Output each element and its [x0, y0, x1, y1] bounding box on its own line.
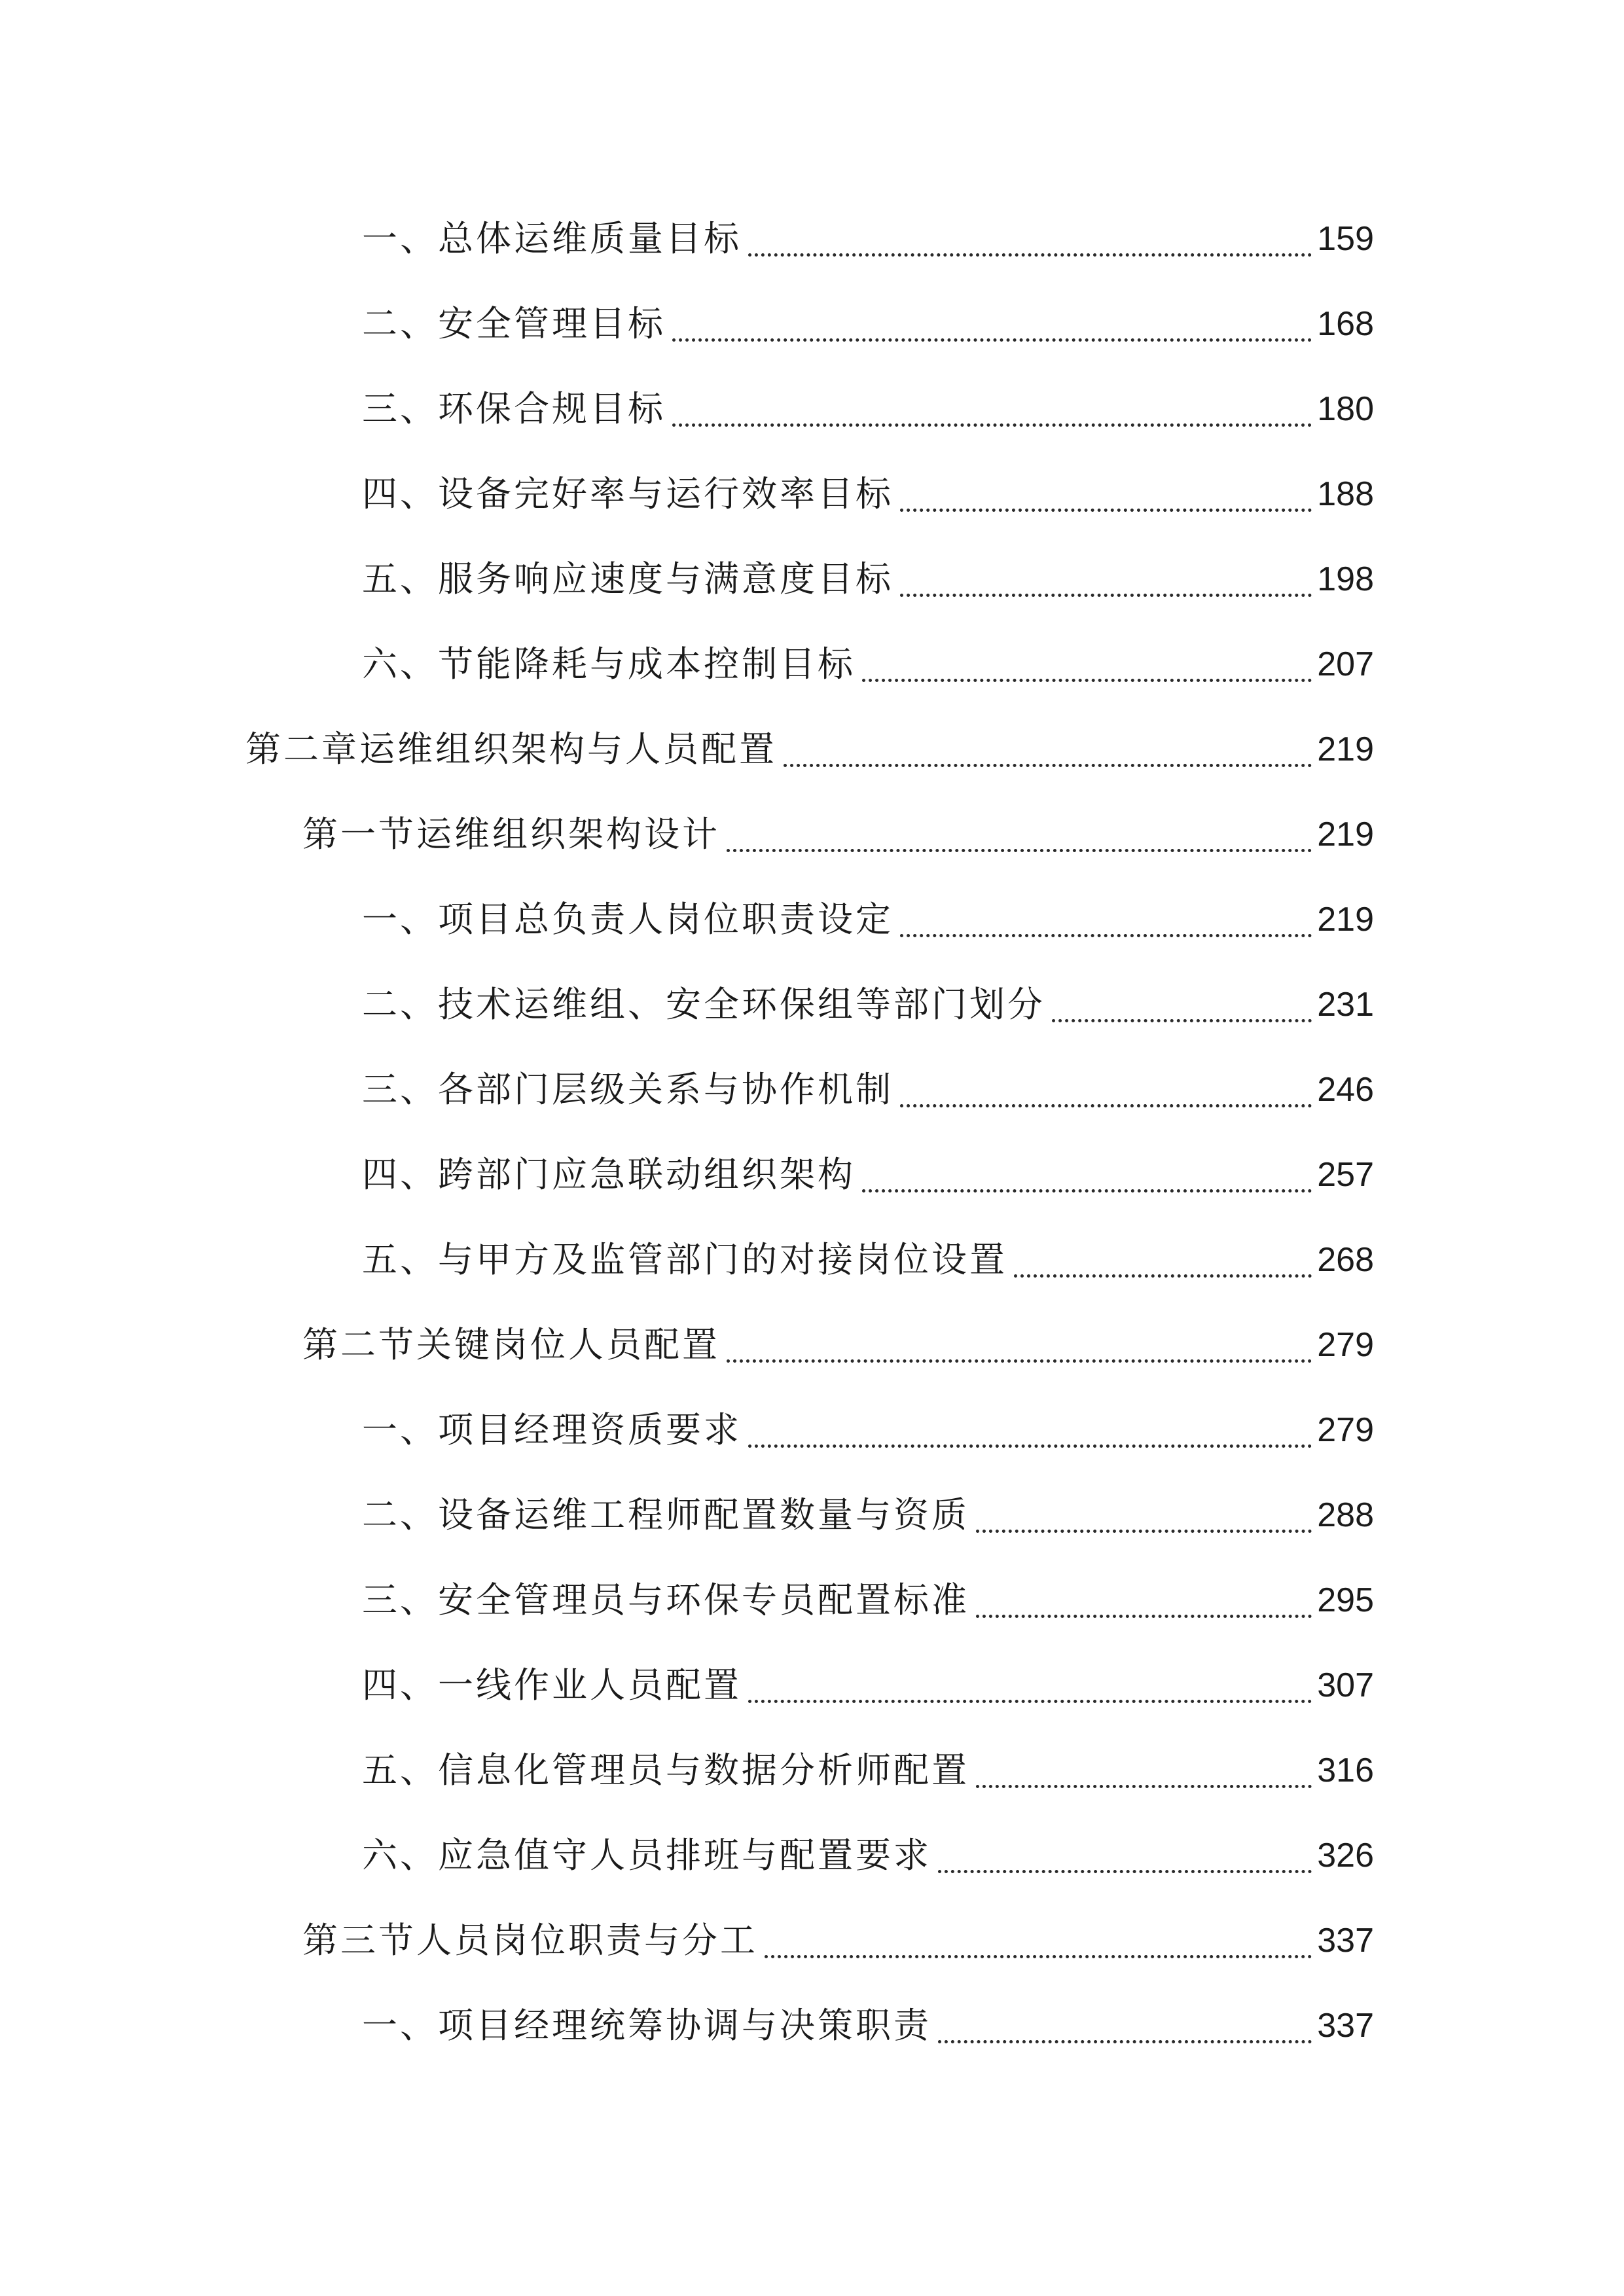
toc-entry-title: 二、安全管理目标	[362, 303, 666, 344]
toc-entry-title: 五、信息化管理员与数据分析师配置	[362, 1749, 969, 1791]
toc-entry-page: 337	[1317, 2007, 1374, 2045]
toc-entry[interactable]	[362, 1571, 1374, 1630]
dot-leader	[900, 934, 1312, 937]
toc-entry-page: 188	[1317, 475, 1374, 513]
toc-entry-title: 一、项目经理统筹协调与决策职责	[362, 2005, 931, 2046]
toc-entry[interactable]	[362, 1145, 1374, 1204]
toc-entry-page: 257	[1317, 1156, 1374, 1194]
toc-entry[interactable]	[362, 1826, 1374, 1885]
toc-entry-page: 207	[1317, 645, 1374, 683]
toc-entry-page: 159	[1317, 220, 1374, 258]
toc-entry-title: 三、环保合规目标	[362, 388, 666, 429]
toc-entry-page: 198	[1317, 560, 1374, 598]
toc-entry-page: 326	[1317, 1837, 1374, 1874]
dot-leader	[748, 1444, 1312, 1448]
toc-entry[interactable]	[362, 1996, 1374, 2055]
toc-entry-title: 第一节运维组织架构设计	[302, 814, 720, 855]
toc-entry[interactable]	[362, 1741, 1374, 1800]
dot-leader	[976, 1530, 1312, 1533]
toc-entry-page: 307	[1317, 1666, 1374, 1704]
toc-entry-section[interactable]	[302, 1911, 1374, 1970]
toc-entry-page: 219	[1317, 901, 1374, 939]
toc-entry-title: 六、节能降耗与成本控制目标	[362, 643, 856, 685]
toc-entry[interactable]	[362, 465, 1374, 524]
dot-leader	[938, 1870, 1312, 1873]
toc-entry-title: 二、设备运维工程师配置数量与资质	[362, 1494, 969, 1535]
toc-entry-title: 四、跨部门应急联动组织架构	[362, 1154, 856, 1195]
toc-entry-page: 246	[1317, 1071, 1374, 1109]
toc-entry-title: 一、项目经理资质要求	[362, 1409, 742, 1450]
toc-entry[interactable]	[362, 975, 1374, 1034]
dot-leader	[862, 1189, 1312, 1193]
toc-entry-title: 四、一线作业人员配置	[362, 1664, 742, 1706]
dot-leader	[976, 1785, 1312, 1788]
dot-leader	[748, 253, 1312, 257]
toc-entry-title: 第二节关键岗位人员配置	[302, 1324, 720, 1365]
toc-entry-title: 三、各部门层级关系与协作机制	[362, 1069, 893, 1110]
toc-entry-title: 六、应急值守人员排班与配置要求	[362, 1835, 931, 1876]
toc-entry-title: 二、技术运维组、安全环保组等部门划分	[362, 984, 1045, 1025]
dot-leader	[765, 1955, 1312, 1958]
dot-leader	[900, 1104, 1312, 1107]
toc-entry[interactable]	[362, 1656, 1374, 1715]
dot-leader	[976, 1615, 1312, 1618]
dot-leader	[862, 679, 1312, 682]
dot-leader	[938, 2040, 1312, 2043]
toc-entry-title: 第二章运维组织架构与人员配置	[245, 728, 777, 770]
toc-entry-chapter[interactable]	[245, 720, 1374, 779]
toc-entry-page: 279	[1317, 1326, 1374, 1364]
toc-entry-page: 337	[1317, 1922, 1374, 1960]
toc-entry[interactable]	[362, 380, 1374, 439]
dot-leader	[672, 338, 1312, 342]
dot-leader	[900, 594, 1312, 597]
toc-entry[interactable]	[362, 550, 1374, 609]
toc-entry[interactable]	[362, 890, 1374, 949]
toc-entry-title: 一、项目总负责人岗位职责设定	[362, 899, 893, 940]
toc-entry[interactable]	[362, 1230, 1374, 1289]
toc-entry[interactable]	[362, 1401, 1374, 1460]
toc-entry-page: 288	[1317, 1496, 1374, 1534]
dot-leader	[672, 423, 1312, 427]
toc-entry-title: 五、与甲方及监管部门的对接岗位设置	[362, 1239, 1007, 1280]
dot-leader	[727, 849, 1312, 852]
toc-entry-title: 四、设备完好率与运行效率目标	[362, 473, 893, 514]
toc-entry[interactable]	[362, 209, 1374, 268]
toc-entry-page: 180	[1317, 390, 1374, 428]
toc-entry[interactable]	[362, 635, 1374, 694]
dot-leader	[900, 509, 1312, 512]
toc-entry-page: 268	[1317, 1241, 1374, 1279]
toc-entry-section[interactable]	[302, 1316, 1374, 1374]
toc-entry-page: 295	[1317, 1581, 1374, 1619]
dot-leader	[727, 1359, 1312, 1363]
toc-entry-section[interactable]	[302, 805, 1374, 864]
toc-entry-page: 279	[1317, 1411, 1374, 1449]
toc-entry[interactable]	[362, 1060, 1374, 1119]
dot-leader	[784, 764, 1312, 767]
dot-leader	[748, 1700, 1312, 1703]
toc-entry-page: 168	[1317, 305, 1374, 343]
toc-entry-page: 316	[1317, 1751, 1374, 1789]
toc-entry-title: 三、安全管理员与环保专员配置标准	[362, 1579, 969, 1621]
toc-entry-page: 219	[1317, 816, 1374, 853]
dot-leader	[1052, 1019, 1312, 1022]
toc-entry-title: 第三节人员岗位职责与分工	[302, 1920, 758, 1961]
toc-entry[interactable]	[362, 1486, 1374, 1545]
toc-entry-page: 231	[1317, 986, 1374, 1024]
toc-entry-page: 219	[1317, 730, 1374, 768]
toc-entry-title: 一、总体运维质量目标	[362, 218, 742, 259]
dot-leader	[1014, 1274, 1312, 1278]
toc-entry-title: 五、服务响应速度与满意度目标	[362, 558, 893, 600]
toc-entry[interactable]	[362, 295, 1374, 353]
